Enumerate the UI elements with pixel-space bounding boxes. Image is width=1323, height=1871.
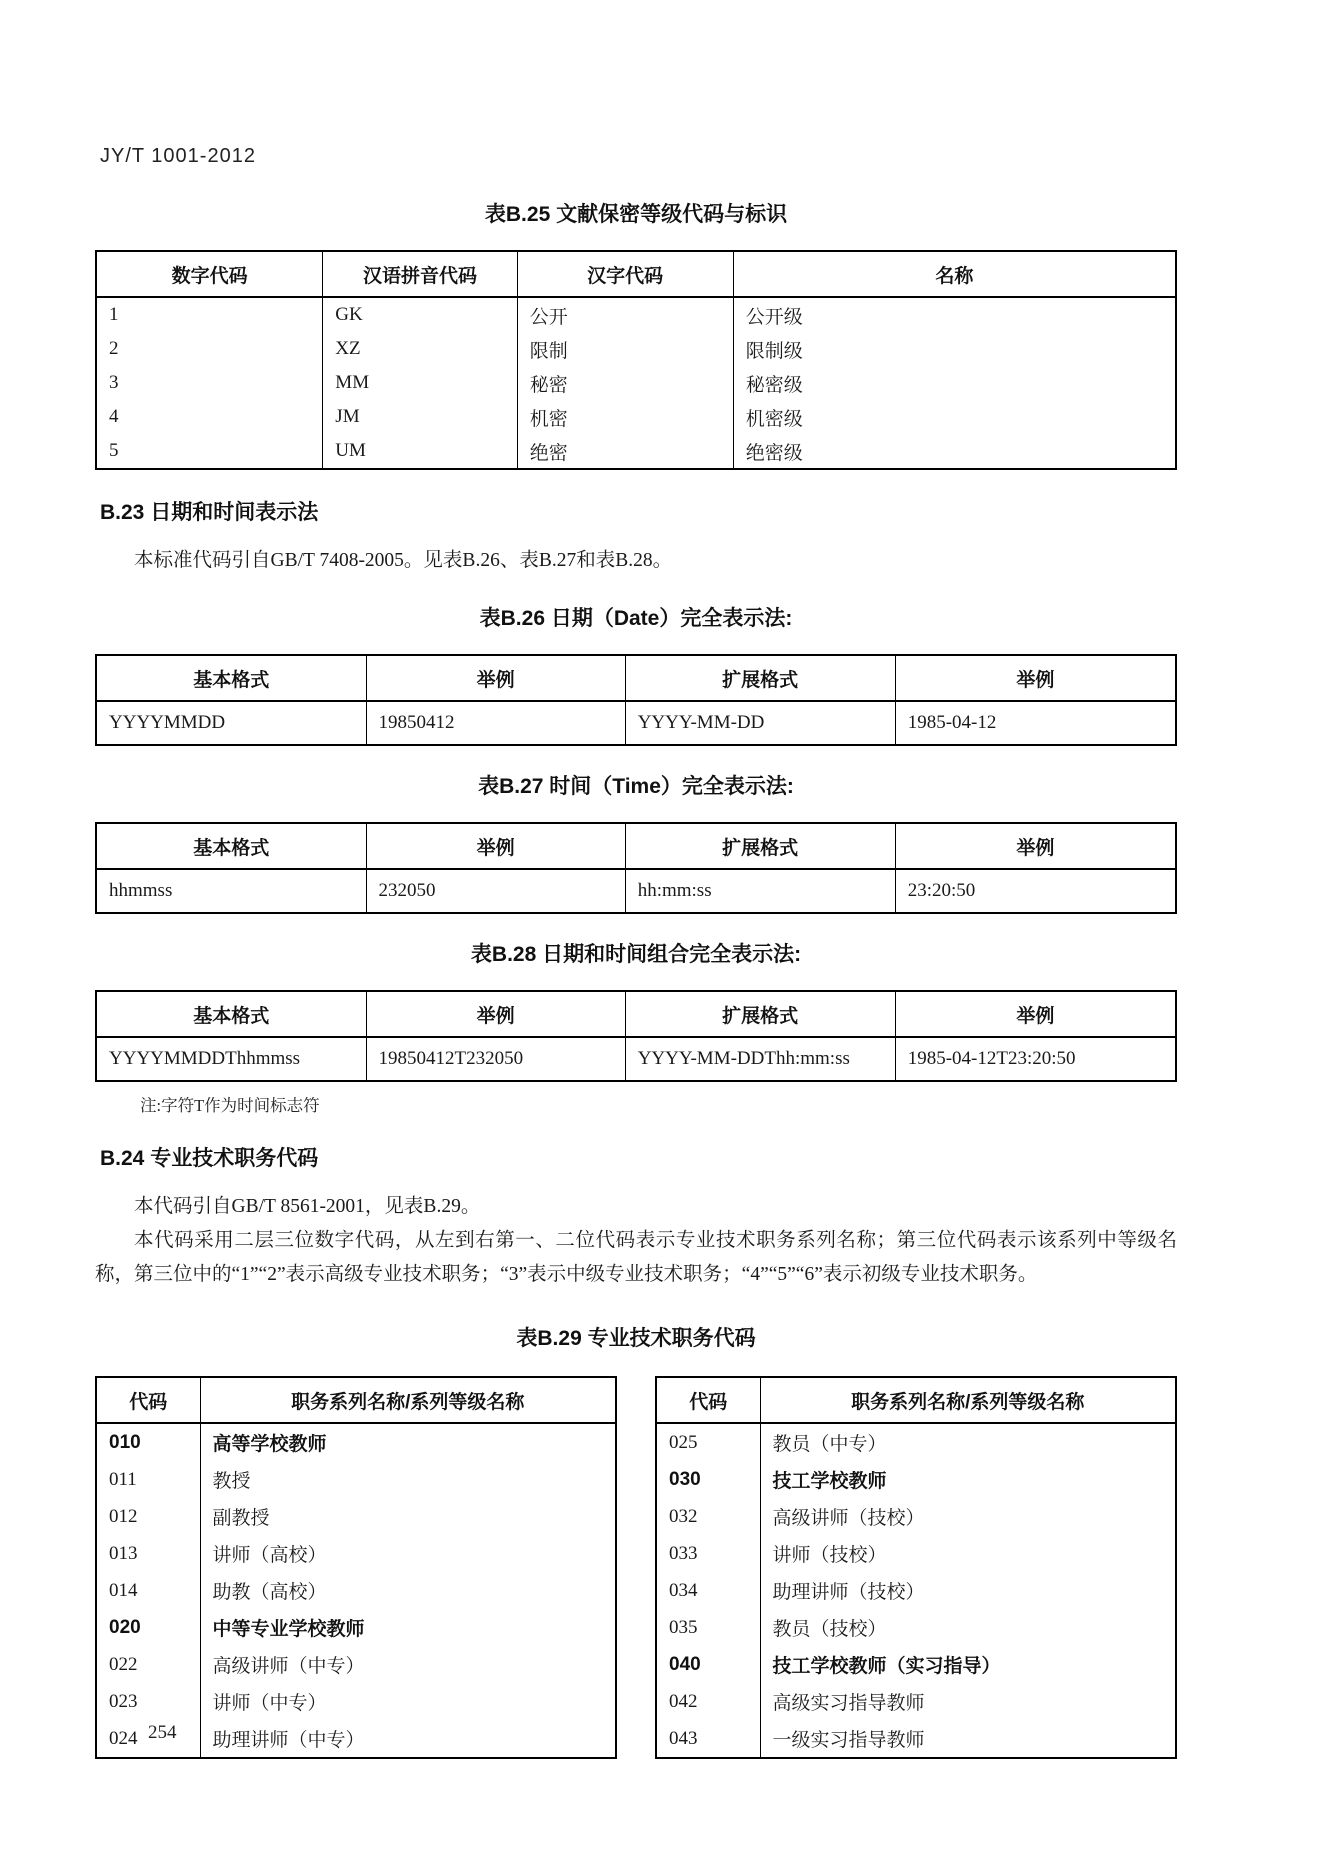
table-cell: 公开级 bbox=[733, 297, 1176, 332]
table-b29-right bbox=[655, 1376, 1177, 1759]
table-row bbox=[96, 434, 1176, 469]
table-b29-left bbox=[95, 1376, 617, 1759]
column-header: 数字代码 bbox=[96, 251, 323, 297]
table-cell: YYYYMMDD bbox=[109, 712, 226, 733]
column-header: 举例 bbox=[895, 991, 1176, 1037]
table-b26 bbox=[95, 654, 1177, 746]
table-cell: 040 bbox=[669, 1653, 701, 1675]
section-b24-paragraph-1: 本代码引自GB/T 8561-2001，见表B.29。 bbox=[134, 1196, 481, 1217]
table-cell: 3 bbox=[109, 372, 119, 393]
column-header: 扩展格式 bbox=[625, 655, 895, 701]
table-cell: 高等学校教师 bbox=[200, 1423, 616, 1461]
page-content bbox=[95, 145, 1177, 1765]
table-cell: UM bbox=[323, 434, 517, 469]
table-cell: 035 bbox=[669, 1616, 698, 1638]
table-cell: 042 bbox=[669, 1690, 698, 1712]
table-row bbox=[96, 1423, 616, 1461]
table-cell: 5 bbox=[109, 440, 119, 461]
table-b28-note: 注:字符T作为时间标志符 bbox=[140, 1096, 320, 1115]
table-b28-header-row bbox=[96, 991, 1176, 1037]
column-header: 职务系列名称/系列等级名称 bbox=[760, 1377, 1176, 1423]
table-cell: MM bbox=[323, 366, 517, 400]
table-cell: 033 bbox=[669, 1542, 698, 1564]
table-row bbox=[96, 1461, 616, 1498]
table-row bbox=[96, 1609, 616, 1646]
column-header: 举例 bbox=[366, 823, 625, 869]
table-row bbox=[96, 366, 1176, 400]
table-b28-title: 表B.28 日期和时间组合完全表示法: bbox=[470, 943, 802, 966]
table-cell: XZ bbox=[323, 332, 517, 366]
table-row bbox=[96, 1498, 616, 1535]
section-b23-heading: B.23 日期和时间表示法 bbox=[100, 501, 319, 524]
column-header: 职务系列名称/系列等级名称 bbox=[200, 1377, 616, 1423]
table-b28 bbox=[95, 990, 1177, 1082]
table-cell: 023 bbox=[109, 1690, 138, 1712]
table-cell: 014 bbox=[109, 1579, 138, 1601]
column-header: 基本格式 bbox=[96, 655, 366, 701]
table-row bbox=[656, 1572, 1176, 1609]
table-row bbox=[96, 1572, 616, 1609]
table-cell: 绝密 bbox=[517, 434, 733, 469]
column-header: 举例 bbox=[895, 823, 1176, 869]
table-cell: 技工学校教师 bbox=[760, 1461, 1176, 1498]
column-header: 举例 bbox=[366, 655, 625, 701]
table-b27 bbox=[95, 822, 1177, 914]
table-cell: YYYY-MM-DD bbox=[625, 701, 895, 745]
table-cell: 机密级 bbox=[733, 400, 1176, 434]
table-cell: hh:mm:ss bbox=[625, 869, 895, 913]
column-header: 名称 bbox=[733, 251, 1176, 297]
table-cell: 高级实习指导教师 bbox=[760, 1683, 1176, 1720]
column-header: 举例 bbox=[366, 991, 625, 1037]
table-b29-left-header-row bbox=[96, 1377, 616, 1423]
table-cell: 012 bbox=[109, 1505, 138, 1527]
table-row bbox=[96, 400, 1176, 434]
table-cell: 23:20:50 bbox=[895, 869, 1176, 913]
table-cell: 秘密级 bbox=[733, 366, 1176, 400]
table-cell: YYYY-MM-DDThh:mm:ss bbox=[625, 1037, 895, 1081]
table-row bbox=[96, 1683, 616, 1720]
document-code: JY/T 1001-2012 bbox=[100, 145, 256, 167]
table-row bbox=[656, 1535, 1176, 1572]
table-b27-title: 表B.27 时间（Time）完全表示法: bbox=[478, 775, 794, 798]
table-cell: 010 bbox=[109, 1431, 141, 1453]
table-cell: 讲师（中专） bbox=[200, 1683, 616, 1720]
table-cell: 4 bbox=[109, 406, 119, 427]
table-cell: 中等专业学校教师 bbox=[200, 1609, 616, 1646]
table-cell: 034 bbox=[669, 1579, 698, 1601]
table-cell: 讲师（高校） bbox=[200, 1535, 616, 1572]
table-row bbox=[96, 332, 1176, 366]
table-row bbox=[96, 297, 1176, 332]
table-row bbox=[656, 1423, 1176, 1461]
table-cell: 043 bbox=[669, 1727, 698, 1749]
table-cell: 副教授 bbox=[200, 1498, 616, 1535]
table-cell: 19850412 bbox=[366, 701, 625, 745]
column-header: 基本格式 bbox=[96, 823, 366, 869]
table-cell: 1985-04-12 bbox=[895, 701, 1176, 745]
table-row bbox=[656, 1498, 1176, 1535]
table-cell: 助教（高校） bbox=[200, 1572, 616, 1609]
table-cell: 013 bbox=[109, 1542, 138, 1564]
table-cell: 机密 bbox=[517, 400, 733, 434]
table-cell: 教员（技校） bbox=[760, 1609, 1176, 1646]
table-cell: 限制级 bbox=[733, 332, 1176, 366]
table-cell: GK bbox=[323, 297, 517, 332]
table-cell: 限制 bbox=[517, 332, 733, 366]
table-cell: 011 bbox=[109, 1468, 137, 1490]
table-b29-right-header-row bbox=[656, 1377, 1176, 1423]
table-cell: 一级实习指导教师 bbox=[760, 1720, 1176, 1758]
table-cell: 020 bbox=[109, 1616, 141, 1638]
column-header: 代码 bbox=[656, 1377, 760, 1423]
table-cell: 024 bbox=[109, 1727, 138, 1749]
table-cell: 2 bbox=[109, 338, 119, 359]
table-cell: 讲师（技校） bbox=[760, 1535, 1176, 1572]
table-b27-header-row bbox=[96, 823, 1176, 869]
page-number: 254 bbox=[148, 1722, 177, 1743]
column-header: 扩展格式 bbox=[625, 823, 895, 869]
table-cell: 高级讲师（中专） bbox=[200, 1646, 616, 1683]
table-b26-title: 表B.26 日期（Date）完全表示法: bbox=[479, 607, 793, 630]
table-row bbox=[96, 701, 1176, 745]
table-cell: 绝密级 bbox=[733, 434, 1176, 469]
table-cell: 秘密 bbox=[517, 366, 733, 400]
column-header: 基本格式 bbox=[96, 991, 366, 1037]
section-b23-paragraph: 本标准代码引自GB/T 7408-2005。见表B.26、表B.27和表B.28。 bbox=[134, 550, 673, 571]
table-cell: 教授 bbox=[200, 1461, 616, 1498]
table-row bbox=[96, 1646, 616, 1683]
table-b29-columns bbox=[95, 1376, 1177, 1765]
table-row bbox=[96, 1535, 616, 1572]
table-cell: 032 bbox=[669, 1505, 698, 1527]
column-header: 汉语拼音代码 bbox=[323, 251, 517, 297]
table-row bbox=[96, 869, 1176, 913]
table-cell: hhmmss bbox=[109, 880, 173, 901]
table-cell: 19850412T232050 bbox=[366, 1037, 625, 1081]
column-header: 举例 bbox=[895, 655, 1176, 701]
section-b24-heading: B.24 专业技术职务代码 bbox=[100, 1147, 319, 1170]
table-b25-title: 表B.25 文献保密等级代码与标识 bbox=[484, 203, 788, 226]
table-cell: 助理讲师（技校） bbox=[760, 1572, 1176, 1609]
column-header: 扩展格式 bbox=[625, 991, 895, 1037]
column-header: 代码 bbox=[96, 1377, 200, 1423]
table-row bbox=[656, 1720, 1176, 1758]
table-row bbox=[96, 1037, 1176, 1081]
table-cell: 助理讲师（中专） bbox=[200, 1720, 616, 1758]
table-cell: 022 bbox=[109, 1653, 138, 1675]
table-cell: YYYYMMDDThhmmss bbox=[109, 1048, 301, 1069]
table-row bbox=[656, 1461, 1176, 1498]
table-cell: 1985-04-12T23:20:50 bbox=[895, 1037, 1176, 1081]
table-cell: 高级讲师（技校） bbox=[760, 1498, 1176, 1535]
table-b29-title: 表B.29 专业技术职务代码 bbox=[516, 1327, 756, 1350]
table-cell: 教员（中专） bbox=[760, 1423, 1176, 1461]
table-cell: 技工学校教师（实习指导） bbox=[760, 1646, 1176, 1683]
table-b25-header-row bbox=[96, 251, 1176, 297]
table-row bbox=[656, 1683, 1176, 1720]
section-b24-paragraph-2: 本代码采用二层三位数字代码，从左到右第一、二位代码表示专业技术职务系列名称；第三位代码表示该系列中等级名称，第三位中的“1”“2”表示高级专业技术职务；“3”表示中级专业技术职务；“4”“5”“6”表示初级专业技术职务。 bbox=[95, 1230, 1177, 1285]
table-row bbox=[656, 1646, 1176, 1683]
table-cell: 公开 bbox=[517, 297, 733, 332]
column-header: 汉字代码 bbox=[517, 251, 733, 297]
table-b25 bbox=[95, 250, 1177, 470]
table-cell: 025 bbox=[669, 1431, 698, 1453]
table-cell: 030 bbox=[669, 1468, 701, 1490]
table-b26-header-row bbox=[96, 655, 1176, 701]
table-cell: JM bbox=[323, 400, 517, 434]
table-cell: 232050 bbox=[366, 869, 625, 913]
table-row bbox=[656, 1609, 1176, 1646]
table-cell: 1 bbox=[109, 304, 119, 325]
